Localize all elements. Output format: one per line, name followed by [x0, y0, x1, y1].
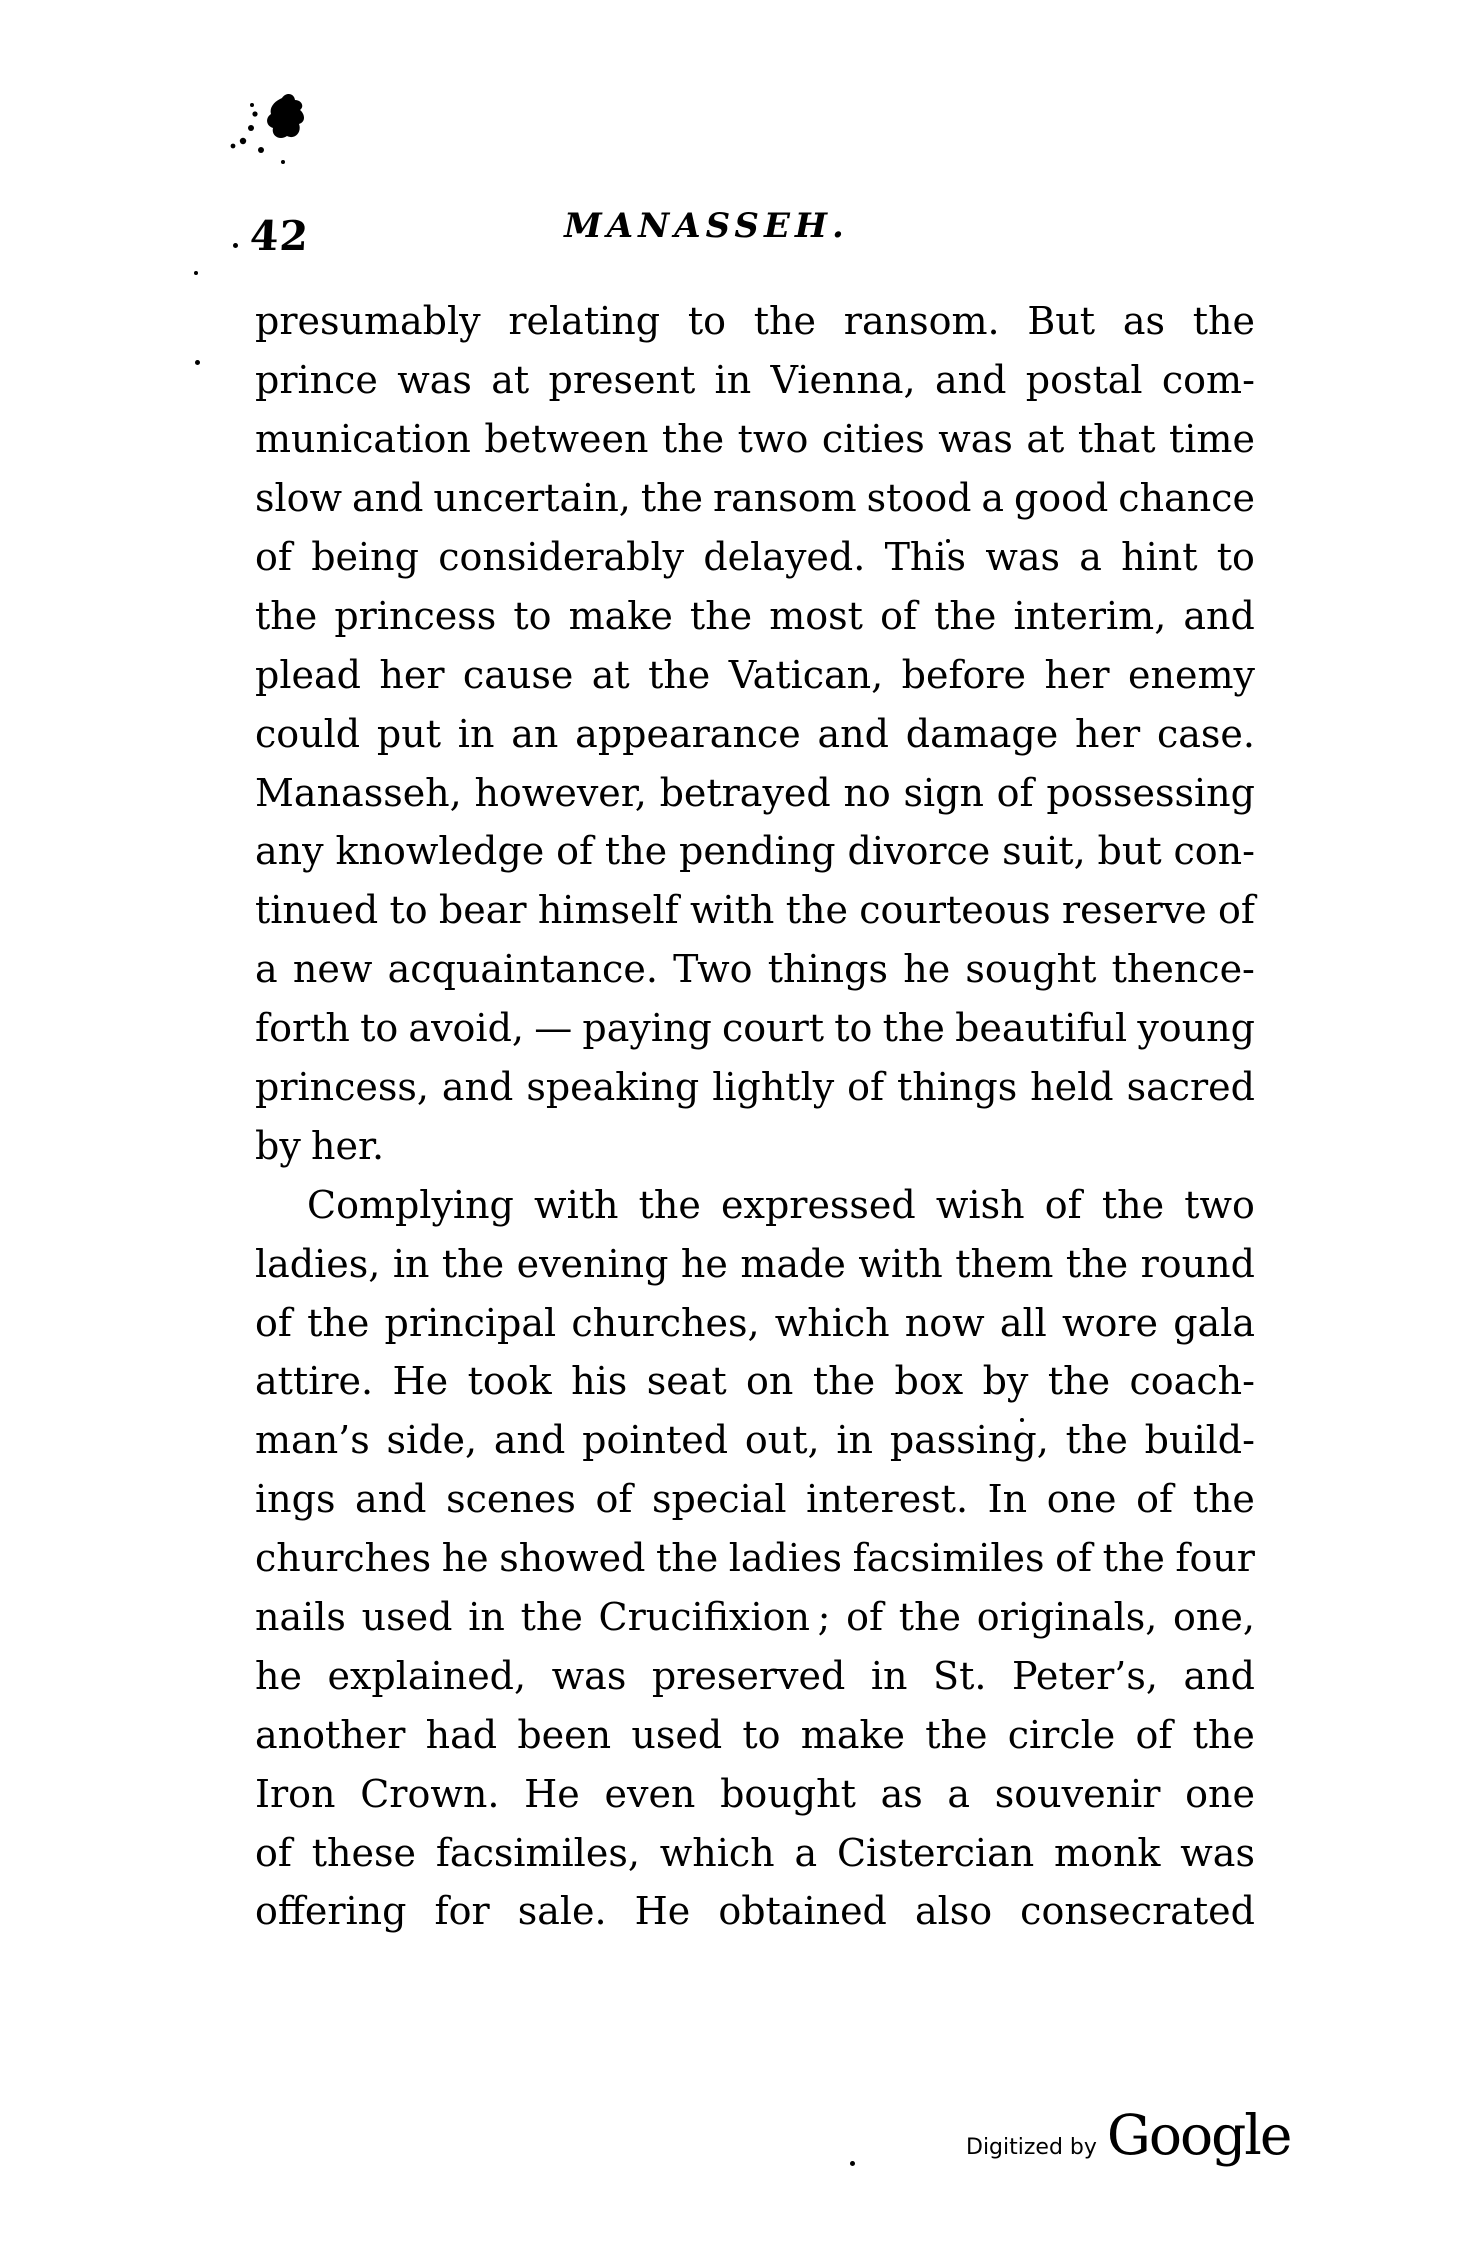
- footer: [966, 2103, 1290, 2167]
- text-line: Manasseh, however, betrayed no sign of possessing: [255, 770, 1255, 815]
- running-header-title: MANASSEH.: [564, 206, 849, 246]
- text-line: a new acquaintance. Two things he sought thence-: [255, 947, 1255, 992]
- text-line: ings and scenes of special interest. In one of the: [255, 1477, 1255, 1522]
- text-line: munication between the two cities was at that time: [255, 417, 1255, 462]
- text-line: of these facsimiles, which a Cistercian monk was: [255, 1830, 1255, 1875]
- text-line: nails used in the Crucifixion ; of the originals, one,: [255, 1595, 1255, 1640]
- text-line: prince was at present in Vienna, and postal com-: [255, 358, 1255, 403]
- text-line: slow and uncertain, the ransom stood a good chance: [255, 476, 1255, 521]
- text-line: any knowledge of the pending divorce suit, but con-: [255, 829, 1255, 874]
- text-line: man’s side, and pointed out, in passing, the build-: [255, 1418, 1255, 1463]
- text-line: tinued to bear himself with the courteous reserve of: [255, 888, 1255, 933]
- ink-blot-artifact: [225, 92, 310, 182]
- text-line: churches he showed the ladies facsimiles of the four: [255, 1536, 1255, 1581]
- text-line: offering for sale. He obtained also consecrated: [255, 1889, 1255, 1934]
- text-line: he explained, was preserved in St. Peter’s, and: [255, 1653, 1255, 1698]
- text-line: presumably relating to the ransom. But as the: [255, 299, 1255, 344]
- text-line: princess, and speaking lightly of things held sacred: [255, 1065, 1255, 1110]
- google-logo: Google: [1106, 2103, 1291, 2167]
- ink-speck: [194, 271, 198, 275]
- text-line: the princess to make the most of the interim, and: [255, 593, 1255, 638]
- text-line: Complying with the expressed wish of the two: [307, 1182, 1255, 1227]
- text-line: of the principal churches, which now all wore gala: [255, 1300, 1255, 1345]
- text-line: another had been used to make the circle of the: [255, 1712, 1255, 1757]
- text-line: could put in an appearance and damage her case.: [255, 711, 1255, 756]
- text-line: ladies, in the evening he made with them the round: [255, 1241, 1255, 1286]
- page-number: 42: [248, 212, 311, 260]
- text-line: Iron Crown. He even bought as a souvenir one: [255, 1771, 1255, 1816]
- digitized-by-label: Digitized by: [966, 2135, 1097, 2160]
- text-line: forth to avoid, — paying court to the beautiful young: [255, 1006, 1255, 1051]
- text-line: by her.: [255, 1123, 385, 1168]
- ink-speck: [195, 360, 200, 365]
- ink-speck: [850, 2161, 855, 2166]
- body-text-block: [255, 292, 1255, 1941]
- text-line: of being considerably delayed. This was a hint to: [255, 535, 1255, 579]
- text-line: attire. He took his seat on the box by the coach-: [255, 1359, 1255, 1404]
- text-line: plead her cause at the Vatican, before her enemy: [255, 652, 1255, 697]
